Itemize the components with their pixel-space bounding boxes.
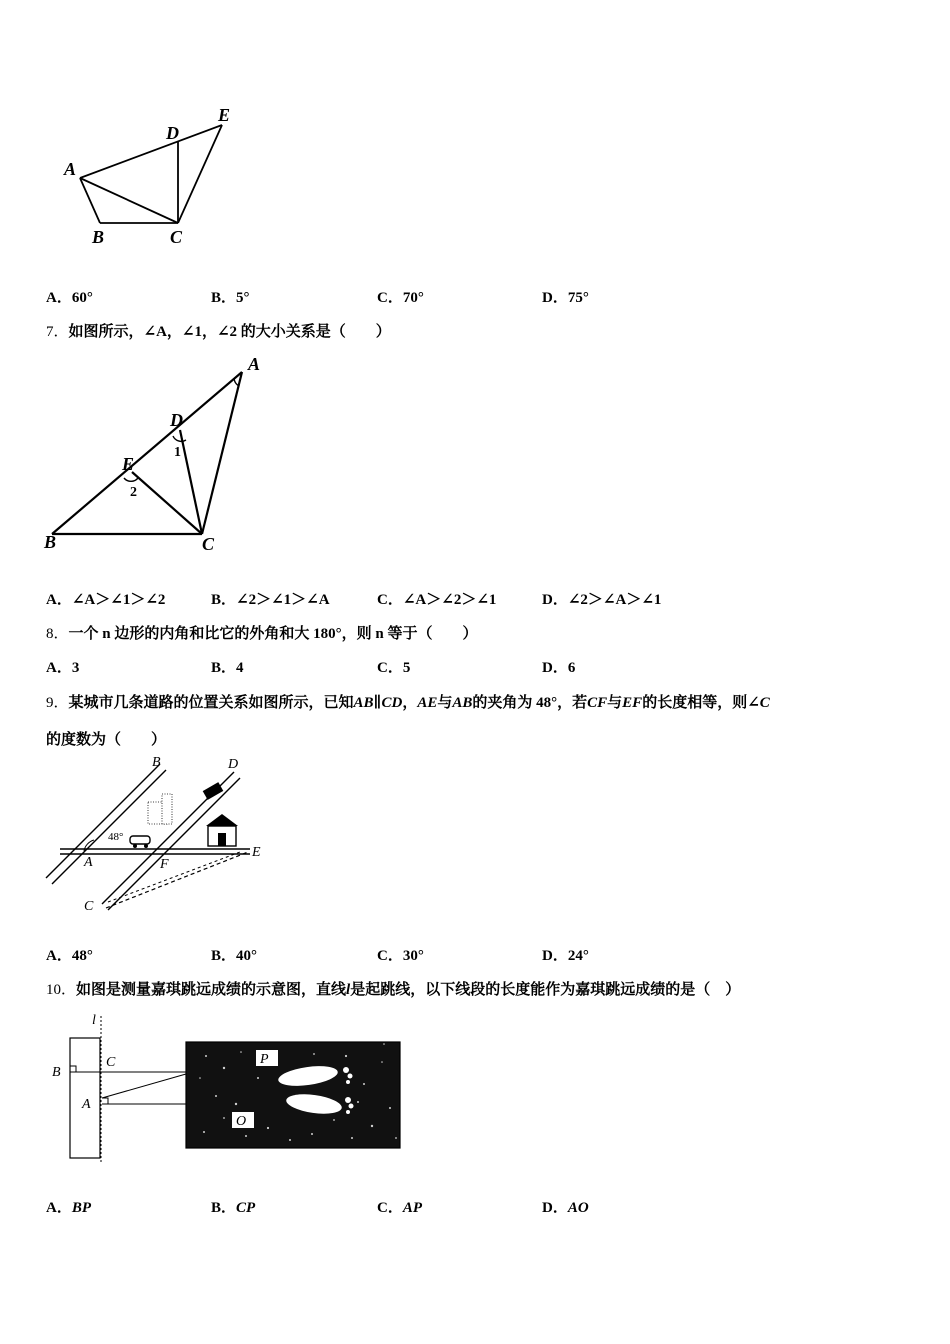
q9-stem-line1: 9．某城市几条道路的位置关系如图所示，已知AB∥CD，AE与AB的夹角为 48°，若CF与EF的长度相等，则∠C [46,695,770,711]
q9-label-f: F [160,857,169,872]
q10-option-d[interactable]: D．AO [542,1200,589,1216]
q6-option-b[interactable]: B．5° [211,290,250,306]
q7-option-b[interactable]: B．∠2＞∠1＞∠A [211,592,330,608]
q10-stem: 10．如图是测量嘉琪跳远成绩的示意图，直线l是起跳线，以下线段的长度能作为嘉琪跳远成绩的是（ ） [46,982,741,998]
car-icon [130,836,150,848]
figure-q9 [40,752,280,922]
q7-stem: 7．如图所示，∠A，∠1，∠2 的大小关系是（ ） [46,324,391,340]
q9-label-e: E [252,845,261,860]
q6-option-d[interactable]: D．75° [542,290,589,306]
label-a: A [64,159,77,179]
q7-label-e: E [122,454,135,474]
label-b: B [92,227,105,247]
q6-option-c[interactable]: C．70° [377,290,424,306]
q10-label-c: C [106,1055,116,1070]
q10-label-b: B [52,1065,61,1080]
q7-option-c[interactable]: C．∠A＞∠2＞∠1 [377,592,497,608]
q7-label-1: 1 [174,445,181,460]
figure-q6 [50,95,260,255]
q10-option-c[interactable]: C．AP [377,1200,423,1216]
q7-option-a[interactable]: A．∠A＞∠1＞∠2 [46,592,166,608]
label-c: C [170,227,183,247]
q9-option-c[interactable]: C．30° [377,948,424,964]
q9-option-b[interactable]: B．40° [211,948,258,964]
q10-label-a: A [82,1097,91,1112]
q6-option-a[interactable]: A．60° [46,290,93,306]
q9-stem-line2: 的度数为（ ） [46,732,167,748]
q8-option-d[interactable]: D．6 [542,660,576,676]
q9-label-c: C [84,899,94,914]
q9-label-a: A [84,855,93,870]
q7-label-c: C [202,534,215,554]
figure-q7 [40,350,280,560]
q10-label-l: l [92,1013,96,1028]
q7-label-b: B [44,532,57,552]
q9-label-b: B [152,755,161,770]
building-icon [148,794,172,824]
q8-stem: 8．一个 n 边形的内角和比它的外角和大 180°，则 n 等于（ ） [46,626,478,642]
label-d: D [166,123,179,143]
q9-label-angle: 48° [108,831,124,843]
house-icon [206,814,238,846]
q7-option-d[interactable]: D．∠2＞∠A＞∠1 [542,592,662,608]
q9-label-d: D [228,757,239,772]
q8-option-c[interactable]: C．5 [377,660,411,676]
q10-label-o: O [236,1114,247,1129]
q8-option-a[interactable]: A．3 [46,660,80,676]
q10-option-b[interactable]: B．CP [211,1200,256,1216]
q7-label-a: A [248,354,261,374]
figure-q10 [46,1008,406,1168]
q10-option-a[interactable]: A．BP [46,1200,92,1216]
q10-label-p: P [260,1052,269,1067]
label-e: E [218,105,231,125]
q9-option-d[interactable]: D．24° [542,948,589,964]
q8-option-b[interactable]: B．4 [211,660,244,676]
q7-label-d: D [170,410,183,430]
q9-option-a[interactable]: A．48° [46,948,93,964]
q7-label-2: 2 [130,485,137,500]
